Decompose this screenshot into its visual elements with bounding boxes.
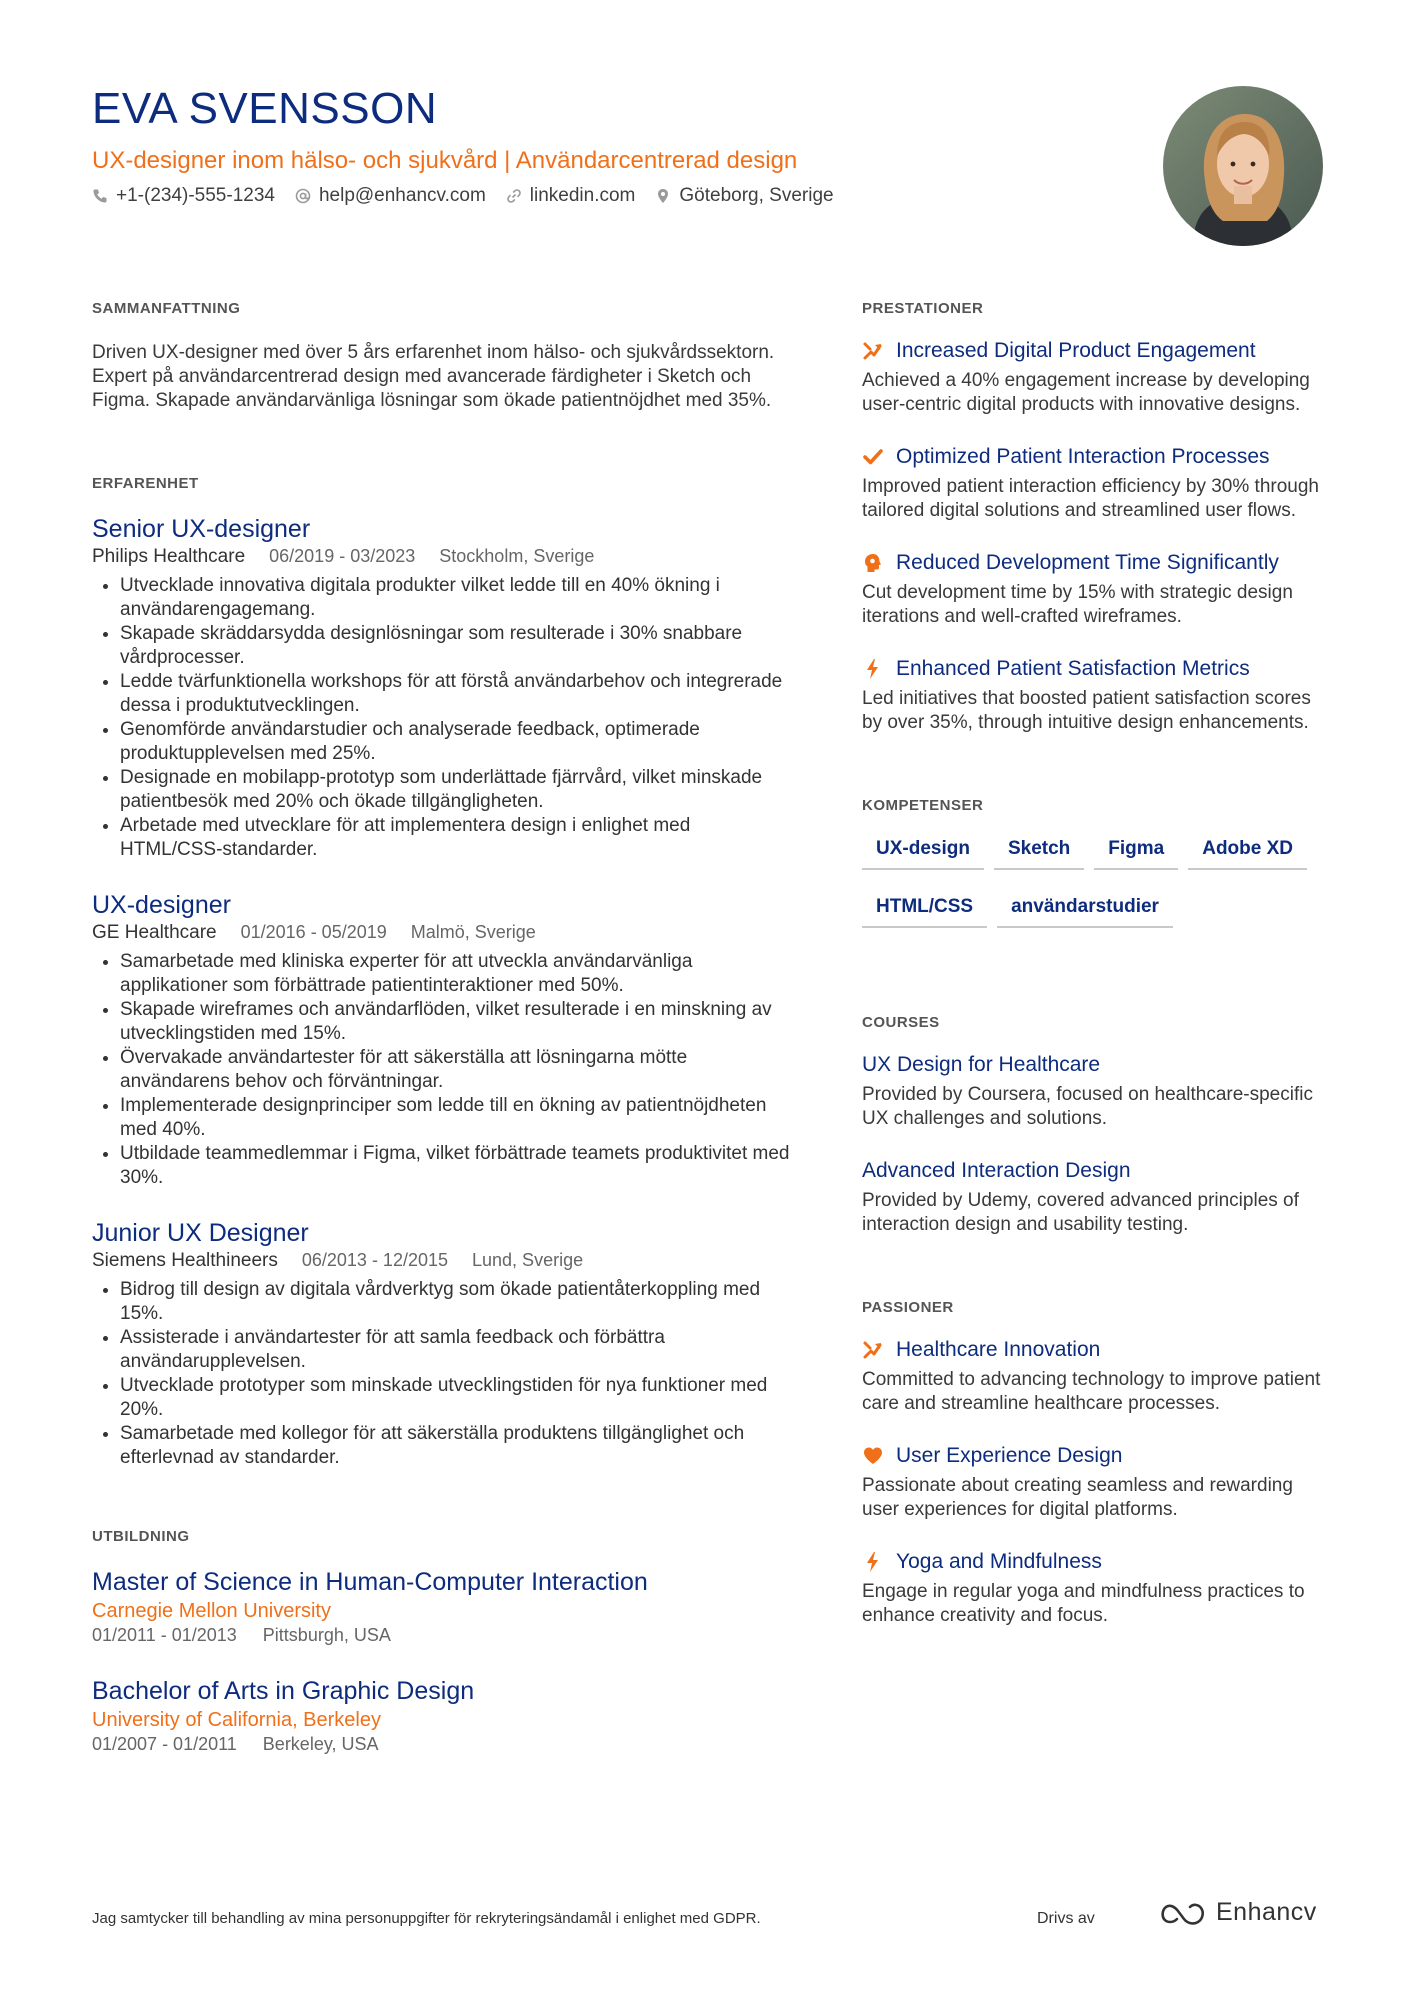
list-item: • Implementerade designprinciper som ledde till en ökning av patientnöjdheten med 40%.	[120, 1094, 792, 1142]
list-item: • Designade en mobilapp-prototyp som underlättade fjärrvård, vilket minskade patientbesök med 20% och ökade tillgängligheten.	[120, 766, 792, 814]
education-location: Berkeley, USA	[262, 1734, 379, 1754]
job-location: Malmö, Sverige	[410, 922, 536, 942]
heart-icon	[862, 1445, 884, 1467]
skills-list	[862, 832, 1332, 928]
passion-item	[862, 1338, 1332, 1416]
checkmark-icon	[862, 446, 884, 468]
course-item	[862, 1053, 1332, 1131]
list-item: • Samarbetade med kliniska experter för att utveckla användarvänliga applikationer som förbättrade patientinteraktioner med 50%.	[120, 950, 792, 998]
skill-tag: UX-design	[862, 832, 984, 870]
contact-location-text: Göteborg, Sverige	[679, 185, 834, 206]
achievement-desc: Led initiatives that boosted patient satisfaction scores by over 35%, through intuitive design enhancements.	[862, 688, 1311, 733]
achievement-title: Increased Digital Product Engagement	[896, 339, 1256, 362]
achievement-desc: Improved patient interaction efficiency by 30% through tailored digital solutions and streamlined user flows.	[862, 476, 1319, 521]
courses-section	[862, 1014, 1332, 1237]
job-entry	[92, 1218, 792, 1470]
achievement-item	[862, 551, 1332, 629]
education-dates: 01/2011 - 01/2013	[92, 1625, 237, 1645]
growth-arrow-icon	[862, 340, 884, 362]
enhancv-brand: Enhancv	[1216, 1898, 1317, 1926]
passion-desc: Passionate about creating seamless and rewarding user experiences for digital platforms.	[862, 1475, 1293, 1520]
job-location: Stockholm, Sverige	[439, 546, 595, 566]
passion-title: Healthcare Innovation	[896, 1338, 1101, 1361]
list-item: • Arbetade med utvecklare för att implementera design i enlighet med HTML/CSS-standarder.	[120, 814, 792, 862]
passion-title: User Experience Design	[896, 1444, 1123, 1467]
contact-phone[interactable]	[92, 185, 275, 207]
list-item: • Samarbetade med kollegor för att säkerställa produktens tillgänglighet och efterlevnad av standarder.	[120, 1422, 792, 1470]
achievement-title: Optimized Patient Interaction Processes	[896, 445, 1270, 468]
education-entry	[92, 1567, 792, 1646]
job-meta	[92, 546, 792, 568]
list-item: • Ledde tvärfunktionella workshops för att förstå användarbehov och integrerade dessa i produktutvecklingen.	[120, 670, 792, 718]
summary-text: Driven UX-designer med över 5 års erfarenhet inom hälso- och sjukvårdssektorn. Expert på användarcentrerad design med avancerade färdigheter i Sketch och Figma. Skapade användarvänliga lösningar som ökade patientnöjdhet med 35%.	[92, 342, 775, 411]
candidate-name: EVA SVENSSON	[92, 84, 438, 133]
head-idea-icon	[862, 552, 884, 574]
education-meta	[92, 1734, 792, 1755]
avatar	[1163, 86, 1323, 246]
passion-desc: Engage in regular yoga and mindfulness practices to enhance creativity and focus.	[862, 1581, 1305, 1626]
job-title: Senior UX-designer	[92, 515, 311, 543]
job-dates: 06/2019 - 03/2023	[269, 546, 416, 566]
job-bullets	[92, 1278, 792, 1470]
contact-linkedin[interactable]	[506, 185, 636, 207]
education-dates: 01/2007 - 01/2011	[92, 1734, 237, 1754]
job-bullets	[92, 950, 792, 1190]
job-company: GE Healthcare	[92, 922, 217, 943]
achievement-item	[862, 657, 1332, 735]
right-column	[862, 300, 1332, 1628]
education-degree: Bachelor of Arts in Graphic Design	[92, 1677, 475, 1705]
achievement-title: Reduced Development Time Significantly	[896, 551, 1279, 574]
growth-arrow-icon	[862, 1339, 884, 1361]
job-company: Philips Healthcare	[92, 546, 246, 567]
job-meta	[92, 922, 792, 944]
course-item	[862, 1159, 1332, 1237]
course-title: UX Design for Healthcare	[862, 1053, 1101, 1076]
candidate-headline: UX-designer inom hälso- och sjukvård | Användarcentrerad design	[92, 147, 798, 174]
contact-location	[655, 185, 833, 207]
education-heading: UTBILDNING	[92, 1528, 190, 1545]
education-meta	[92, 1625, 792, 1646]
summary-heading: SAMMANFATTNING	[92, 300, 241, 317]
contact-bar	[92, 185, 834, 207]
job-entry	[92, 890, 792, 1190]
contact-phone-text: +1-(234)-555-1234	[116, 185, 275, 206]
list-item: • Utvecklade prototyper som minskade utvecklingstiden för nya funktioner med 20%.	[120, 1374, 792, 1422]
powered-by-label: Drivs av	[1037, 1910, 1095, 1927]
list-item: • Assisterade i användartester för att samla feedback och förbättra användarupplevelsen.	[120, 1326, 792, 1374]
list-item: • Övervakade användartester för att säkerställa att lösningarna mötte användarens behov och förväntningar.	[120, 1046, 792, 1094]
link-icon	[506, 188, 522, 204]
education-school: University of California, Berkeley	[92, 1709, 381, 1731]
list-item: • Utbildade teammedlemmar i Figma, vilket förbättrade teamets produktivitet med 30%.	[120, 1142, 792, 1190]
summary-section	[92, 300, 792, 413]
job-company: Siemens Healthineers	[92, 1250, 278, 1271]
profile-photo	[1163, 86, 1323, 246]
skill-tag: Adobe XD	[1188, 832, 1307, 870]
experience-heading: ERFARENHET	[92, 475, 199, 492]
course-desc: Provided by Udemy, covered advanced principles of interaction design and usability testing.	[862, 1190, 1299, 1235]
job-entry	[92, 514, 792, 862]
job-title: UX-designer	[92, 891, 231, 919]
lightning-icon	[862, 1551, 884, 1573]
job-title: Junior UX Designer	[92, 1219, 309, 1247]
job-dates: 06/2013 - 12/2015	[301, 1250, 449, 1270]
skill-tag: HTML/CSS	[862, 890, 987, 928]
enhancv-logo-icon	[1160, 1900, 1208, 1926]
achievement-desc: Achieved a 40% engagement increase by developing user-centric digital products with innovative designs.	[862, 370, 1310, 415]
achievement-desc: Cut development time by 15% with strategic design iterations and well-crafted wireframes.	[862, 582, 1293, 627]
skill-tag: Sketch	[994, 832, 1084, 870]
passion-item	[862, 1550, 1332, 1628]
course-desc: Provided by Coursera, focused on healthcare-specific UX challenges and solutions.	[862, 1084, 1313, 1129]
job-location: Lund, Sverige	[472, 1250, 584, 1270]
skills-section	[862, 797, 1332, 928]
achievements-section	[862, 300, 1332, 735]
phone-icon	[92, 188, 108, 204]
contact-linkedin-text: linkedin.com	[529, 185, 636, 206]
location-pin-icon	[655, 188, 671, 204]
achievements-heading: PRESTATIONER	[862, 300, 984, 317]
gdpr-consent: Jag samtycker till behandling av mina personuppgifter för rekryteringsändamål i enlighet med GDPR.	[92, 1910, 761, 1927]
education-entry	[92, 1676, 792, 1755]
education-degree: Master of Science in Human-Computer Interaction	[92, 1568, 648, 1596]
skills-heading: KOMPETENSER	[862, 797, 984, 814]
job-meta	[92, 1250, 792, 1272]
achievement-item	[862, 339, 1332, 417]
skill-tag: Figma	[1094, 832, 1178, 870]
passion-title: Yoga and Mindfulness	[896, 1550, 1102, 1573]
job-dates: 01/2016 - 05/2019	[240, 922, 387, 942]
passions-section	[862, 1299, 1332, 1628]
list-item: • Bidrog till design av digitala vårdverktyg som ökade patientåterkoppling med 15%.	[120, 1278, 792, 1326]
achievement-title: Enhanced Patient Satisfaction Metrics	[896, 657, 1250, 680]
lightning-icon	[862, 658, 884, 680]
left-column	[92, 300, 792, 1755]
at-icon	[295, 188, 311, 204]
achievement-item	[862, 445, 1332, 523]
course-title: Advanced Interaction Design	[862, 1159, 1131, 1182]
contact-email-text: help@enhancv.com	[318, 185, 486, 206]
job-bullets	[92, 574, 792, 862]
education-location: Pittsburgh, USA	[262, 1625, 391, 1645]
passions-heading: PASSIONER	[862, 1299, 954, 1316]
list-item: • Utvecklade innovativa digitala produkter vilket ledde till en 40% ökning i användarengagemang.	[120, 574, 792, 622]
passion-item	[862, 1444, 1332, 1522]
list-item: • Skapade skräddarsydda designlösningar som resulterade i 30% snabbare vårdprocesser.	[120, 622, 792, 670]
skill-tag: användarstudier	[997, 890, 1173, 928]
passion-desc: Committed to advancing technology to improve patient care and streamline healthcare processes.	[862, 1369, 1321, 1414]
list-item: • Skapade wireframes och användarflöden, vilket resulterade i en minskning av utvecklingstiden med 15%.	[120, 998, 792, 1046]
courses-heading: COURSES	[862, 1014, 940, 1031]
contact-email[interactable]	[295, 185, 486, 207]
experience-section	[92, 475, 792, 1470]
enhancv-logo[interactable]	[1160, 1898, 1317, 1927]
education-section	[92, 1528, 792, 1755]
education-school: Carnegie Mellon University	[92, 1600, 331, 1622]
list-item: • Genomförde användarstudier och analyserade feedback, optimerade produktupplevelsen med 25%.	[120, 718, 792, 766]
